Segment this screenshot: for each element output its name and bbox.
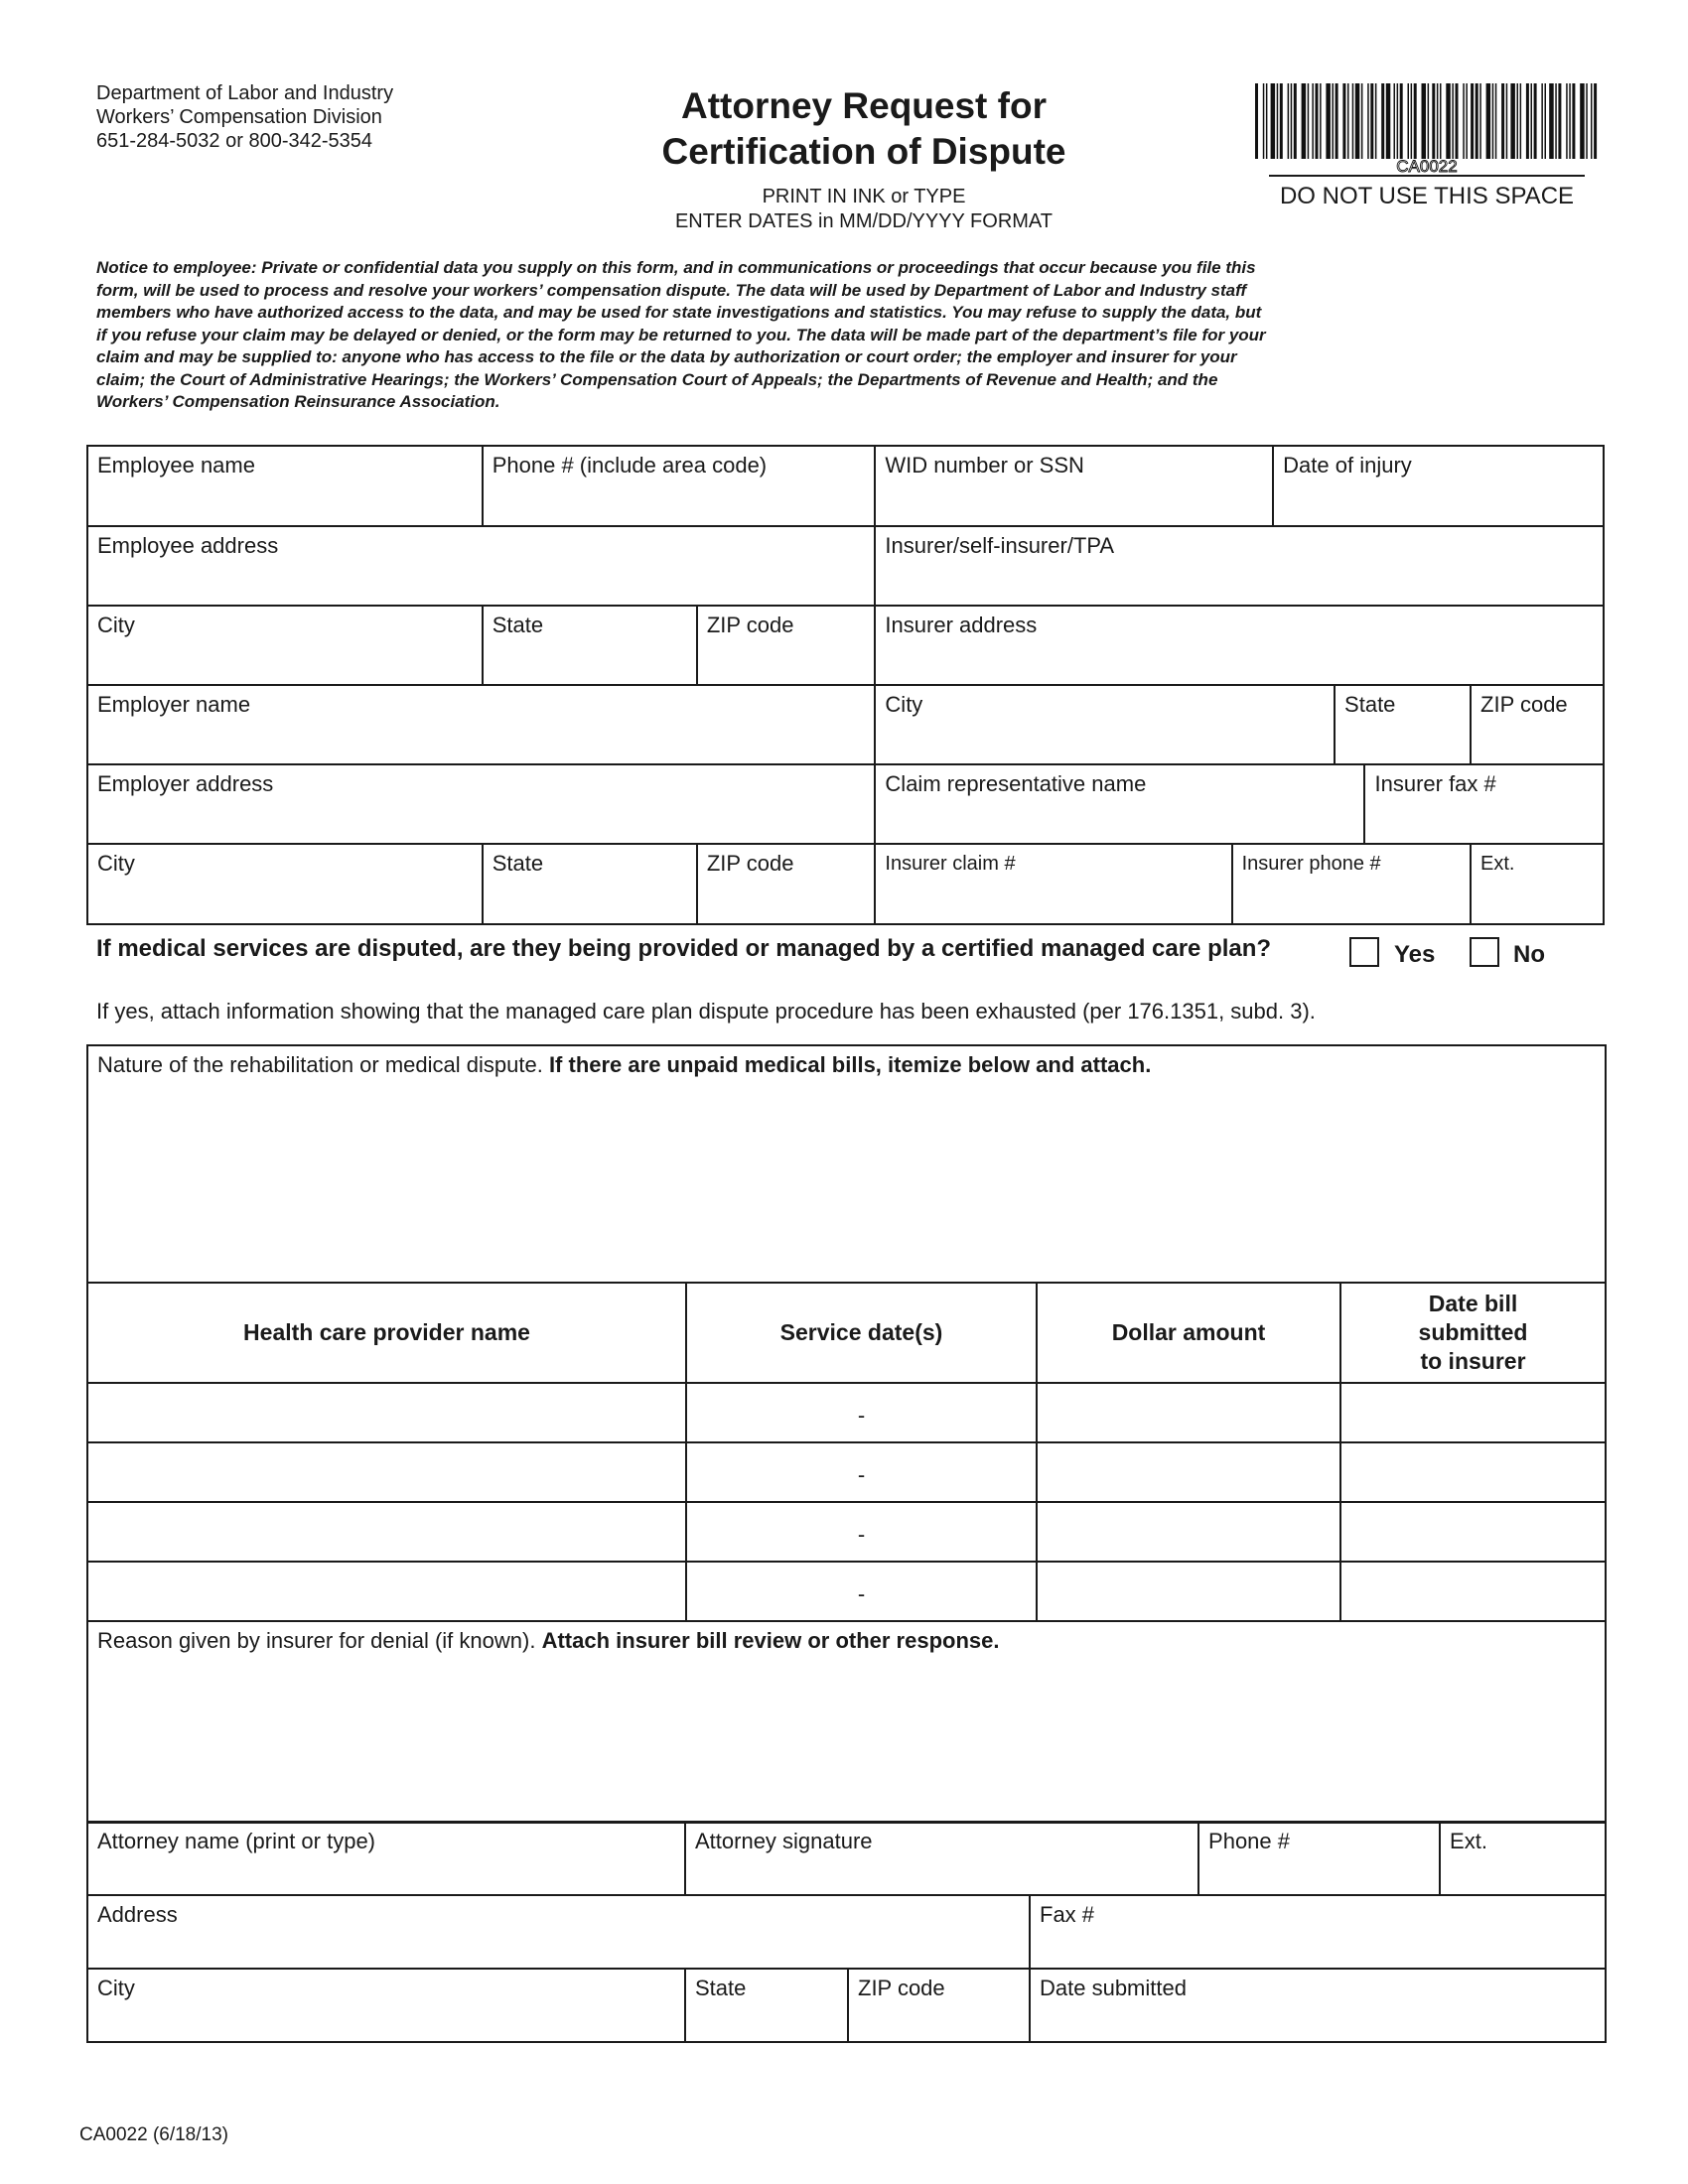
barcode-bar	[1476, 83, 1478, 159]
barcode-bar	[1456, 83, 1459, 159]
insurer-city-field[interactable]	[875, 685, 1335, 764]
barcode-bar	[1381, 83, 1384, 159]
barcode-icon	[1253, 83, 1601, 173]
attorney-name-label: Attorney name (print or type)	[97, 1829, 376, 1853]
barcode-bar	[1452, 83, 1454, 159]
barcode-bar	[1308, 83, 1310, 159]
service-dates-cell[interactable]: -	[686, 1442, 1037, 1502]
barcode-bar	[1271, 83, 1276, 159]
dispute-nature-instruction: If there are unpaid medical bills, itemize below and attach.	[548, 1052, 1152, 1077]
dollar-amount-column-header	[1037, 1283, 1340, 1383]
wid-ssn-field[interactable]	[875, 446, 1273, 526]
table-row	[87, 1383, 1606, 1442]
date-of-injury-label: Date of injury	[1283, 453, 1412, 478]
insurer-phone-label: Insurer phone #	[1241, 853, 1381, 875]
provider-cell[interactable]	[87, 1562, 686, 1621]
barcode-note: DO NOT USE THIS SPACE	[1279, 183, 1575, 209]
insurer-fax-label: Insurer fax #	[1374, 771, 1496, 796]
barcode-bar	[1280, 83, 1283, 159]
table-row	[87, 1562, 1606, 1621]
barcode-bar	[1294, 83, 1297, 159]
barcode-bar	[1526, 83, 1529, 159]
dollar-amount-cell[interactable]	[1037, 1502, 1340, 1562]
employee-name-label: Employee name	[97, 453, 255, 478]
attorney-zip-field[interactable]	[848, 1969, 1030, 2042]
attorney-ext-label: Ext.	[1450, 1829, 1487, 1853]
barcode-bar	[1266, 83, 1268, 159]
barcode-bar	[1591, 83, 1593, 159]
barcode-bar	[1277, 83, 1279, 159]
barcode-bar	[1541, 83, 1543, 159]
attorney-phone-field[interactable]	[1198, 1822, 1440, 1895]
service-dates-header-label: Service date(s)	[779, 1319, 943, 1345]
insurer-claim-field[interactable]	[875, 844, 1231, 924]
barcode-bar	[1312, 83, 1314, 159]
form-title	[556, 83, 1172, 175]
barcode-bar	[1534, 83, 1537, 159]
attorney-city-field[interactable]	[87, 1969, 685, 2042]
service-dates-cell[interactable]: -	[686, 1562, 1037, 1621]
provider-cell[interactable]	[87, 1383, 686, 1442]
barcode-bar	[1549, 83, 1554, 159]
barcode-bar	[1263, 83, 1265, 159]
barcode-bar	[1463, 83, 1465, 159]
employee-phone-field[interactable]	[483, 446, 876, 526]
date-submitted-column-header	[1340, 1283, 1606, 1383]
barcode-bar	[1510, 83, 1515, 159]
claim-rep-field[interactable]	[875, 764, 1364, 844]
attorney-grid	[86, 1821, 1607, 2043]
employee-state-label: State	[492, 613, 544, 637]
barcode-bar	[1411, 83, 1413, 159]
date-submitted-cell[interactable]	[1340, 1383, 1606, 1442]
denial-reason-field[interactable]	[87, 1621, 1606, 1823]
dispute-nature-field[interactable]	[87, 1045, 1606, 1283]
barcode-bar	[1352, 83, 1354, 159]
employee-address-label: Employee address	[97, 533, 279, 558]
table-row	[87, 1502, 1606, 1562]
barcode-bar	[1326, 83, 1331, 159]
managed-care-note: If yes, attach information showing that the managed care plan dispute procedure has been exhausted (per 176.1351, subd. 3).	[96, 999, 1316, 1024]
insurer-address-field[interactable]	[875, 606, 1604, 685]
dollar-amount-cell[interactable]	[1037, 1562, 1340, 1621]
attorney-name-field[interactable]	[87, 1822, 685, 1895]
barcode-area	[1253, 83, 1601, 210]
attorney-signature-label: Attorney signature	[695, 1829, 873, 1853]
date-submitted-field[interactable]	[1030, 1969, 1606, 2042]
division-name: Workers’ Compensation Division	[96, 106, 382, 128]
barcode-bar	[1520, 83, 1522, 159]
claim-rep-label: Claim representative name	[885, 771, 1147, 796]
barcode-bar	[1302, 83, 1307, 159]
instructions-dates: ENTER DATES in MM/DD/YYYY FORMAT	[674, 210, 1054, 232]
barcode-bar	[1367, 83, 1369, 159]
barcode-bar	[1566, 83, 1568, 159]
agency-phone: 651-284-5032 or 800-342-5354	[96, 130, 372, 152]
attorney-fax-label: Fax #	[1040, 1902, 1095, 1927]
barcode-bar	[1422, 83, 1427, 159]
attorney-ext-field[interactable]	[1440, 1822, 1606, 1895]
employer-zip-field[interactable]	[697, 844, 876, 924]
dispute-nature-label: Nature of the rehabilitation or medical dispute.	[97, 1052, 543, 1077]
dispute-table	[86, 1044, 1607, 1824]
employee-state-field[interactable]	[483, 606, 697, 685]
barcode-bar	[1479, 83, 1481, 159]
insurer-zip-field[interactable]	[1471, 685, 1604, 764]
barcode-bar	[1517, 83, 1519, 159]
barcode-bar	[1486, 83, 1491, 159]
barcode-bar	[1428, 83, 1430, 159]
barcode-bar	[1555, 83, 1557, 159]
date-of-injury-field[interactable]	[1273, 446, 1604, 526]
attorney-signature-field[interactable]	[685, 1822, 1198, 1895]
service-dates-column-header	[686, 1283, 1037, 1383]
employer-name-label: Employer name	[97, 692, 251, 717]
form-id: CA0022 (6/18/13)	[79, 2124, 228, 2145]
attorney-city-label: City	[97, 1976, 135, 2000]
date-submitted-cell[interactable]	[1340, 1442, 1606, 1502]
employer-address-label: Employer address	[97, 771, 274, 796]
form-title-line-1: Attorney Request for	[681, 85, 1047, 126]
insurer-claim-label: Insurer claim #	[885, 853, 1016, 875]
barcode-bar	[1466, 83, 1468, 159]
service-dates-cell[interactable]: -	[686, 1383, 1037, 1442]
date-submitted-cell[interactable]	[1340, 1562, 1606, 1621]
barcode-bar	[1342, 83, 1345, 159]
date-submitted-cell[interactable]	[1340, 1502, 1606, 1562]
provider-cell[interactable]	[87, 1502, 686, 1562]
barcode-bar	[1558, 83, 1561, 159]
managed-care-no-checkbox[interactable]	[1470, 937, 1499, 967]
insurer-field[interactable]	[875, 526, 1604, 606]
barcode-bar	[1397, 83, 1399, 159]
table-row	[87, 1442, 1606, 1502]
barcode-bar	[1495, 83, 1497, 159]
barcode-bar	[1506, 83, 1508, 159]
barcode-bar	[1333, 83, 1335, 159]
attorney-state-field[interactable]	[685, 1969, 848, 2042]
employer-city-field[interactable]	[87, 844, 483, 924]
barcode-bar	[1316, 83, 1319, 159]
employer-name-field[interactable]	[87, 685, 875, 764]
instructions-ink: PRINT IN INK or TYPE	[762, 186, 966, 207]
employee-city-label: City	[97, 613, 135, 637]
barcode-bar	[1355, 83, 1360, 159]
denial-reason-instruction: Attach insurer bill review or other response.	[541, 1628, 1000, 1653]
insurer-phone-field[interactable]	[1232, 844, 1471, 924]
barcode-bar	[1375, 83, 1377, 159]
barcode-bar	[1594, 83, 1597, 159]
dollar-amount-cell[interactable]	[1037, 1442, 1340, 1502]
barcode-bar	[1531, 83, 1533, 159]
form-title-line-2: Certification of Dispute	[661, 131, 1066, 172]
barcode-bar	[1437, 83, 1439, 159]
barcode-bar	[1347, 83, 1349, 159]
claim-info-grid	[86, 445, 1605, 925]
barcode-text: CA0022	[1396, 157, 1458, 173]
barcode-bar	[1320, 83, 1322, 159]
employer-zip-label: ZIP code	[706, 851, 794, 876]
managed-care-question: If medical services are disputed, are they being provided or managed by a certified managed care plan?	[96, 935, 1272, 962]
barcode-bar	[1255, 83, 1258, 159]
form-instructions	[556, 185, 1172, 234]
dollar-amount-header-label: Dollar amount	[1111, 1319, 1266, 1345]
barcode-bar	[1586, 83, 1588, 159]
barcode-bar	[1471, 83, 1474, 159]
barcode-bar	[1492, 83, 1494, 159]
date-submitted-header-line-3: to insurer	[1420, 1348, 1526, 1374]
attorney-address-field[interactable]	[87, 1895, 1030, 1969]
attorney-fax-field[interactable]	[1030, 1895, 1606, 1969]
barcode-bar	[1386, 83, 1391, 159]
insurer-city-label: City	[885, 692, 923, 717]
dollar-amount-cell[interactable]	[1037, 1383, 1340, 1442]
attorney-state-label: State	[695, 1976, 747, 2000]
barcode-bar	[1414, 83, 1417, 159]
barcode-bar	[1572, 83, 1575, 159]
insurer-ext-label: Ext.	[1480, 853, 1515, 875]
barcode-bar	[1288, 83, 1290, 159]
barcode-bar	[1408, 83, 1410, 159]
employee-name-field[interactable]	[87, 446, 483, 526]
insurer-state-field[interactable]	[1335, 685, 1471, 764]
barcode-bar	[1580, 83, 1585, 159]
privacy-notice	[96, 257, 1268, 414]
insurer-address-label: Insurer address	[885, 613, 1038, 637]
employee-address-field[interactable]	[87, 526, 875, 606]
date-submitted-header-line-1: Date bill	[1428, 1291, 1518, 1316]
provider-cell[interactable]	[87, 1442, 686, 1502]
managed-care-yes-label: Yes	[1394, 941, 1436, 968]
employee-zip-label: ZIP code	[706, 613, 794, 637]
employer-state-label: State	[492, 851, 544, 876]
employer-state-field[interactable]	[483, 844, 697, 924]
insurer-fax-field[interactable]	[1364, 764, 1604, 844]
employer-city-label: City	[97, 851, 135, 876]
barcode-divider	[1269, 175, 1585, 177]
barcode-bar	[1336, 83, 1338, 159]
insurer-label: Insurer/self-insurer/TPA	[885, 533, 1115, 558]
privacy-notice-text: Notice to employee: Private or confidential data you supply on this form, and in communications or proceedings that occur because you file this form, will be used to process and resolve your workers’ compensation dispute. The data will be used by Department of Labor and Industry staff members who have authorized access to the data, and may be used for state investigations and statistics. You may refuse to supply the data, but if you refuse your claim may be delayed or denied, or the form may be returned to you. The data will be made part of the department’s file for your claim and may be supplied to: anyone who has access to the file or the data by authorization or court order; the employer and insurer for your claim; the Court of Administrative Hearings; the Workers’ Compensation Court of Appeals; the Departments of Revenue and Health; and the Workers’ Compensation Reinsurance Association.	[96, 258, 1266, 411]
barcode-bar	[1440, 83, 1442, 159]
employee-zip-field[interactable]	[697, 606, 876, 685]
denial-reason-label: Reason given by insurer for denial (if known).	[97, 1628, 536, 1653]
barcode-bar	[1370, 83, 1373, 159]
barcode-bar	[1545, 83, 1547, 159]
attorney-zip-label: ZIP code	[858, 1976, 945, 2000]
insurer-zip-label: ZIP code	[1480, 692, 1568, 717]
agency-block	[96, 81, 393, 153]
employee-city-field[interactable]	[87, 606, 483, 685]
provider-column-header	[87, 1283, 686, 1383]
agency-name: Department of Labor and Industry	[96, 82, 394, 104]
date-submitted-header-line-2: submitted	[1418, 1319, 1528, 1345]
employer-address-field[interactable]	[87, 764, 875, 844]
barcode-bar	[1291, 83, 1293, 159]
managed-care-no-label: No	[1513, 941, 1545, 968]
managed-care-yes-checkbox[interactable]	[1349, 937, 1379, 967]
barcode-bar	[1432, 83, 1435, 159]
service-dates-cell[interactable]: -	[686, 1502, 1037, 1562]
attorney-phone-label: Phone #	[1208, 1829, 1290, 1853]
barcode-bar	[1501, 83, 1504, 159]
employee-phone-label: Phone # (include area code)	[492, 453, 768, 478]
insurer-state-label: State	[1344, 692, 1396, 717]
date-submitted-label: Date submitted	[1040, 1976, 1187, 2000]
barcode-bar	[1394, 83, 1396, 159]
insurer-ext-field[interactable]	[1471, 844, 1604, 924]
barcode-bar	[1400, 83, 1403, 159]
attorney-address-label: Address	[97, 1902, 178, 1927]
barcode-bar	[1446, 83, 1451, 159]
provider-header-label: Health care provider name	[243, 1319, 530, 1345]
barcode-bar	[1361, 83, 1363, 159]
wid-ssn-label: WID number or SSN	[885, 453, 1084, 478]
barcode-bar	[1569, 83, 1571, 159]
